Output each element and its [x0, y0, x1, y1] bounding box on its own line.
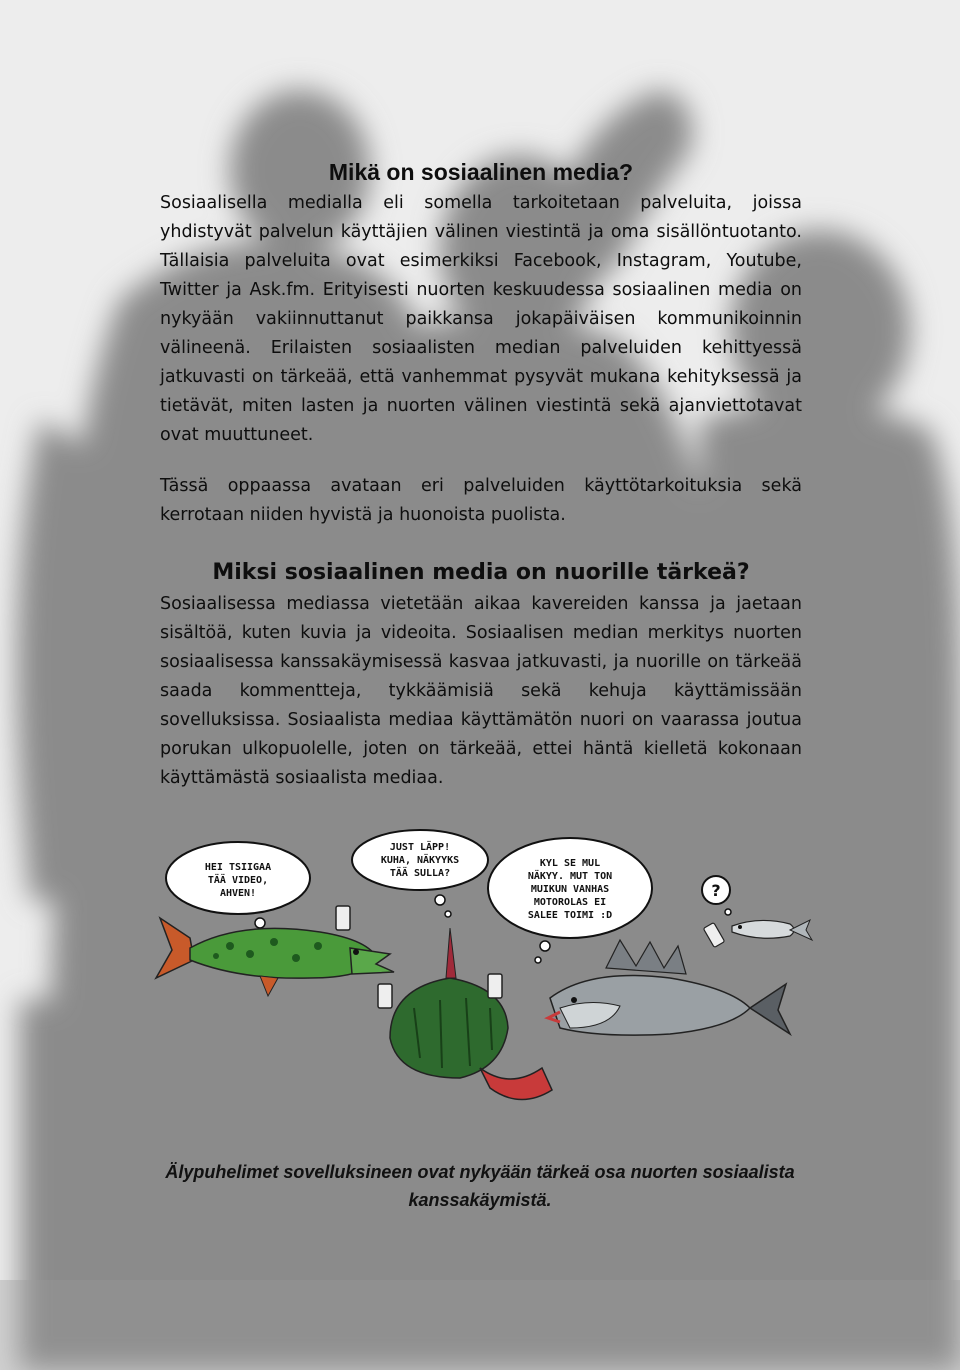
speech-bubble-perch	[352, 830, 488, 917]
illustration-caption: Älypuhelimet sovelluksineen ovat nykyään tärkeä osa nuorten sosiaalista kanssakäymistä.	[165, 1162, 795, 1210]
vendace-fish	[703, 920, 812, 948]
speech-bubble-pike	[166, 842, 310, 939]
pikeperch-fish	[548, 940, 790, 1035]
svg-text:TÄÄ SULLA?: TÄÄ SULLA?	[389, 868, 451, 879]
svg-text:MOTOROLAS EI: MOTOROLAS EI	[533, 897, 607, 908]
intro-paragraph: Sosiaalisella medialla eli somella tarkoitetaan palveluita, joissa yhdistyvät palvelun käyttäjien välinen viestintä ja oma sisällöntuotanto. Tällaisia palveluita ovat esimerkiksi Facebook, Instagram, Youtube, Twitter ja Ask.fm. Erityisesti nuorten keskuudessa sosiaalinen media on nykyään vakiinnuttanut paikkansa jokapäiväisen kommunikoinnin välineenä. Erilaisten sosiaalisten median palveluiden kehittyessä jatkuvasti on tärkeää, että vanhemmat pysyvät mukana kehityksessä ja tietävät, miten lasten ja nuorten välinen viestintä sekä ajanviettotavat ovat muuttuneet.	[160, 193, 802, 445]
svg-text:?: ?	[711, 881, 721, 900]
perch-fish	[378, 928, 552, 1100]
heading-what-is-social-media: Mikä on sosiaalinen media?	[328, 159, 634, 185]
svg-text:HEI TSIIGAA: HEI TSIIGAA	[204, 862, 272, 873]
importance-paragraph: Sosiaalisessa mediassa vietetään aikaa kavereiden kanssa ja jaetaan sisältöä, kuten kuvia ja videoita. Sosiaalisen median merkitys nuorten sosiaalisessa kanssakäymisessä kasvaa jatkuvasti, ja nuorille on tärkeää saada kommentteja, tykkäämisiä sekä kehuja käyttämissään sovelluksissa. Sosiaalista mediaa käyttämätön nuori on vaarassa joutua porukan ulkopuolelle, joten on tärkeää, ettei häntä kielletä kokonaan käyttämästä sosiaalista mediaa.	[160, 594, 802, 788]
main-content	[160, 155, 802, 793]
fish-illustration	[150, 828, 830, 1128]
speech-bubble-pikeperch	[488, 838, 652, 963]
pike-fish	[156, 906, 394, 996]
svg-text:AHVEN!: AHVEN!	[219, 888, 257, 899]
svg-text:MUIKUN VANHAS: MUIKUN VANHAS	[530, 884, 610, 895]
svg-text:JUST LÄPP!: JUST LÄPP!	[389, 842, 451, 853]
guide-purpose-paragraph: Tässä oppaassa avataan eri palveluiden käyttötarkoituksia sekä kerrotaan niiden hyvistä ja huonoista puolista.	[160, 476, 802, 525]
svg-text:SALEE TOIMI :D: SALEE TOIMI :D	[527, 910, 613, 921]
svg-text:KYL SE MUL: KYL SE MUL	[539, 858, 601, 869]
svg-text:KUHA, NÄKYYKS: KUHA, NÄKYYKS	[380, 855, 460, 866]
heading-why-important: Miksi sosiaalinen media on nuorille tärkeä?	[212, 560, 750, 585]
svg-text:NÄKYY. MUT TON: NÄKYY. MUT TON	[527, 871, 613, 882]
speech-bubble-vendace	[702, 876, 731, 915]
svg-text:TÄÄ VIDEO,: TÄÄ VIDEO,	[207, 875, 269, 886]
